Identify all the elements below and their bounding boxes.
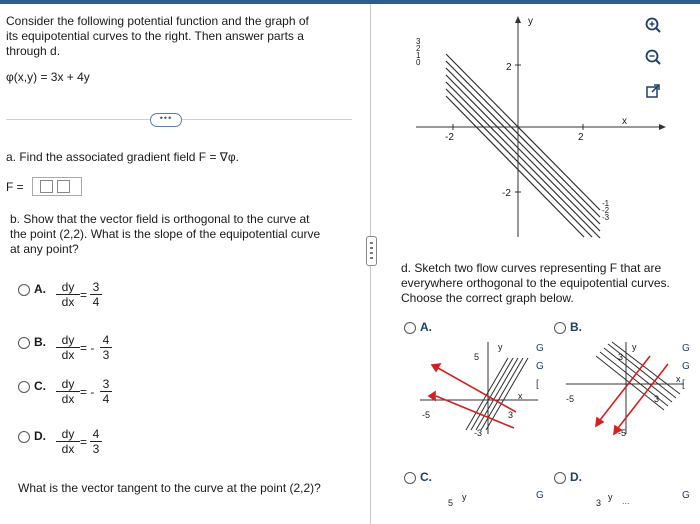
equipotential-lines — [596, 342, 680, 410]
option-b-label: B. — [34, 335, 46, 349]
graph-b-xpos: 3 — [654, 394, 660, 404]
graph-d-more: ... — [622, 496, 630, 506]
option-d-label: D. — [34, 429, 46, 443]
radio-option-a[interactable] — [18, 284, 30, 296]
equipotential-line — [446, 82, 600, 238]
graph-d-y: y — [608, 492, 613, 502]
answer-slot-1[interactable] — [40, 180, 53, 193]
x-axis-label: x — [622, 116, 627, 127]
radio-graph-a[interactable] — [404, 322, 416, 334]
expand-more-button[interactable]: ••• — [150, 113, 182, 127]
option-b-eq: = - — [80, 341, 95, 355]
graph-a-ytick: 5 — [474, 352, 480, 362]
gradient-label: F = — [6, 180, 24, 194]
option-c-lhs: $\frac{dy}{dx}$ — [56, 377, 80, 406]
radio-option-d[interactable] — [18, 431, 30, 443]
equipotential-line — [446, 68, 600, 224]
equipotential-graph — [414, 12, 674, 242]
y-tick-neg: -2 — [502, 188, 511, 199]
graph-c-label: C. — [420, 470, 432, 484]
graph-a-x: x — [518, 391, 523, 401]
external-link-icon: [ — [682, 379, 685, 390]
zoom-in-icon[interactable]: G — [536, 490, 544, 501]
tangent-question: What is the vector tangent to the curve at the point (2,2)? — [18, 481, 321, 495]
intro-line-3-text: through d. — [6, 44, 61, 58]
y-tick-pos: 2 — [506, 62, 512, 73]
splitter-grip-icon[interactable] — [366, 236, 377, 266]
equipotential-lines — [446, 54, 600, 238]
equipotential-line — [446, 54, 600, 210]
part-a-question: a. Find the associated gradient field F = ∇φ. — [6, 150, 239, 164]
equipotential-line — [446, 61, 600, 217]
part-b-line-1: b. Show that the vector field is orthogonal to the curve at — [10, 212, 310, 226]
graph-a-xpos: 3 — [508, 410, 514, 420]
option-d-rhs: $\frac{4}{3}$ — [90, 427, 102, 456]
potential-function: φ(x,y) = 3x + 4y — [6, 70, 90, 84]
option-b-lhs: $\frac{dy}{dx}$ — [56, 333, 80, 362]
zoom-in-icon[interactable] — [644, 16, 662, 34]
option-d-eq: = — [80, 435, 88, 449]
question-panel — [0, 4, 364, 524]
graph-a-zoom-icons[interactable] — [536, 340, 544, 394]
external-link-icon[interactable] — [644, 82, 662, 100]
external-link-icon: [ — [536, 379, 539, 390]
graph-b-zoom-icons[interactable] — [682, 340, 690, 394]
part-b-line-2: the point (2,2). What is the slope of the equipotential curve — [10, 227, 321, 241]
part-d-line-2: everywhere orthogonal to the equipotential curves. — [401, 276, 670, 290]
option-b-rhs: $\frac{4}{3}$ — [100, 333, 112, 362]
graph-a-y: y — [498, 342, 503, 352]
legend-bottom: -1 -2 -3 — [602, 199, 610, 222]
y-axis-label: y — [528, 16, 533, 27]
part-d-line-1: d. Sketch two flow curves representing F that are — [401, 261, 662, 275]
graph-c-y: y — [462, 492, 467, 502]
graph-b-yneg: -5 — [618, 428, 627, 438]
option-a-label: A. — [34, 282, 46, 296]
legend-top: 3 2 1 0 — [416, 37, 421, 67]
panel-splitter[interactable] — [364, 4, 378, 524]
part-b-line-3: at any point? — [10, 242, 79, 256]
graph-a-label: A. — [420, 320, 432, 334]
x-tick-pos: 2 — [578, 132, 584, 143]
radio-option-c[interactable] — [18, 381, 30, 393]
graph-b-x: x — [676, 374, 681, 384]
graph-panel — [378, 4, 700, 524]
zoom-out-icon: G — [682, 361, 690, 372]
option-c-rhs: $\frac{3}{4}$ — [100, 377, 112, 406]
graph-b-xneg: -5 — [566, 394, 575, 404]
zoom-in-icon[interactable]: G — [682, 490, 690, 501]
zoom-in-icon: G — [682, 343, 690, 354]
radio-graph-c[interactable] — [404, 472, 416, 484]
zoom-out-icon: G — [536, 361, 544, 372]
radio-graph-d[interactable] — [554, 472, 566, 484]
x-tick-neg: -2 — [445, 132, 454, 143]
equipotential-line — [446, 96, 584, 237]
graph-b-y: y — [632, 342, 637, 352]
y-axis-arrow — [515, 16, 521, 23]
graph-d-ytick: 3 — [596, 498, 602, 508]
graph-a-yneg: -3 — [474, 428, 483, 438]
option-c-eq: = - — [80, 385, 95, 399]
equipotential-line — [446, 75, 600, 231]
option-a-rhs: $\frac{3}{4}$ — [90, 280, 102, 309]
option-c-label: C. — [34, 379, 46, 393]
graph-a-xneg: -5 — [422, 410, 431, 420]
intro-line-1: Consider the following potential function and the graph of — [6, 14, 309, 28]
intro-line-3 — [6, 44, 60, 59]
answer-slot-2[interactable] — [57, 180, 70, 193]
intro-line-2: its equipotential curves to the right. Then answer parts a — [6, 29, 304, 43]
equipotential-line — [446, 89, 592, 237]
graph-option-b — [564, 340, 688, 436]
graph-c-ytick: 5 — [448, 498, 454, 508]
divider — [182, 119, 352, 120]
graph-b-ytick: 3 — [618, 352, 624, 362]
x-axis-arrow — [659, 124, 666, 130]
graph-d-label: D. — [570, 470, 582, 484]
graph-b-label: B. — [570, 320, 582, 334]
radio-graph-b[interactable] — [554, 322, 566, 334]
zoom-out-icon[interactable] — [644, 48, 662, 66]
part-d-line-3: Choose the correct graph below. — [401, 291, 574, 305]
option-d-lhs: $\frac{dy}{dx}$ — [56, 427, 80, 456]
radio-option-b[interactable] — [18, 337, 30, 349]
divider — [6, 119, 150, 120]
option-a-lhs: $\frac{dy}{dx}$ — [56, 280, 80, 309]
graph-option-a — [418, 340, 542, 436]
option-a-eq: = — [80, 288, 88, 302]
zoom-in-icon: G — [536, 343, 544, 354]
